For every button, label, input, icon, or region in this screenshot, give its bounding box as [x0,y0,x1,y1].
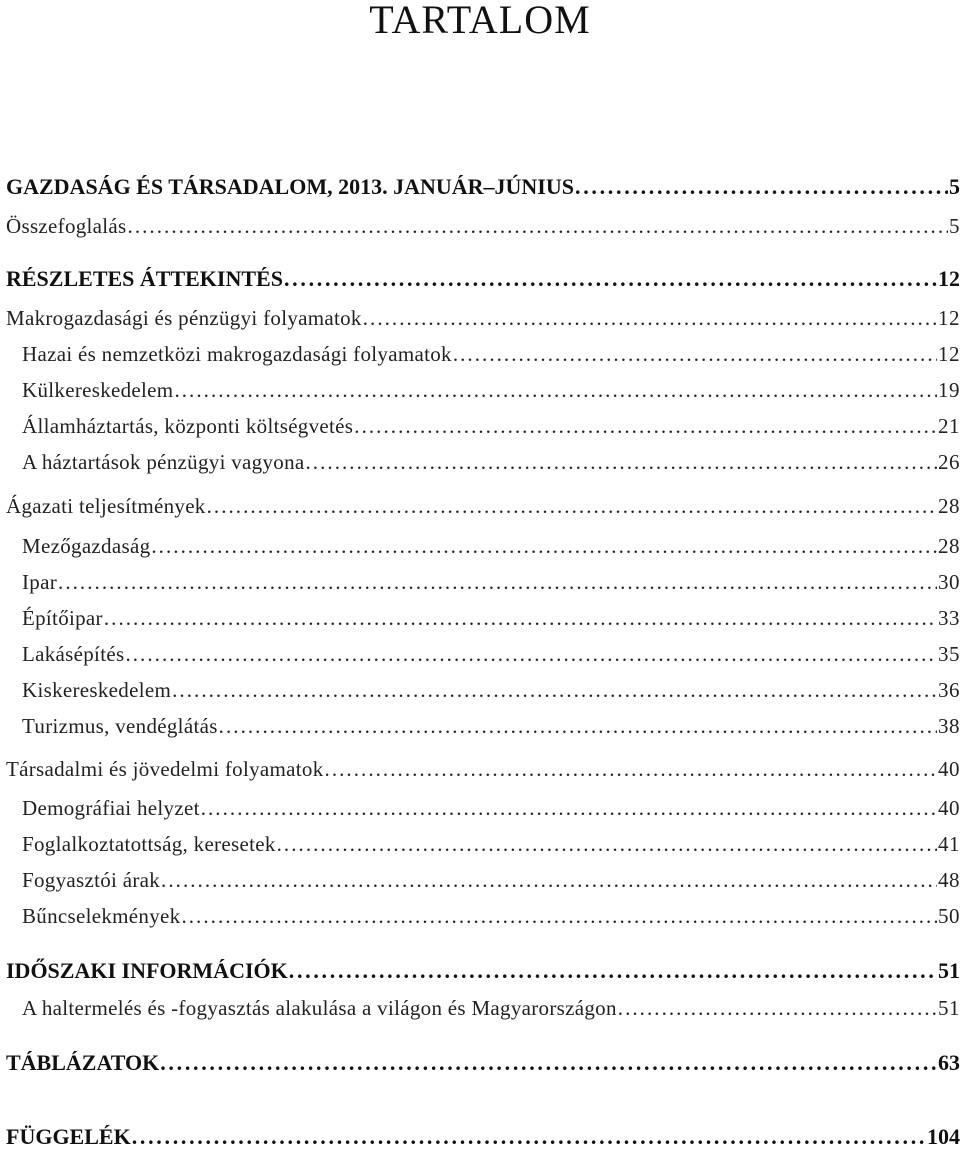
toc-entry-demografiai-helyzet[interactable] [22,796,960,821]
toc-entry-page: 104 [927,1124,960,1149]
toc-entry-label: A haltermelés és -fogyasztás alakulása a világon és Magyarországon [22,996,617,1020]
toc-entry-label: Társadalmi és jövedelmi folyamatok [6,757,324,781]
toc-entry-label: Államháztartás, központi költségvetés [22,414,354,438]
toc-entry-page: 40 [938,757,960,781]
dot-leader [181,904,937,929]
toc-entry-label: TÁBLÁZATOK [6,1050,160,1075]
toc-entry-turizmus-vendeglatas[interactable] [22,714,960,739]
toc-entry-page: 40 [938,796,960,820]
dot-leader [128,214,948,239]
toc-entry-label: Demográfiai helyzet [22,796,200,820]
dot-leader [277,832,937,857]
toc-entry-fogyasztoi-arak[interactable] [22,868,960,893]
toc-entry-page: 12 [938,306,960,330]
toc-entry-label: Bűncselekmények [22,904,181,928]
dot-leader [132,1124,926,1150]
toc-entry-gazdasag-es-tarsadalom[interactable] [6,174,960,200]
dot-leader [207,494,937,519]
toc-entry-page: 26 [938,450,960,474]
toc-entry-page: 12 [938,342,960,366]
dot-leader [161,868,937,893]
toc-entry-page: 63 [938,1050,960,1075]
toc-entry-label: Kiskereskedelem [22,678,172,702]
toc-entry-page: 33 [938,606,960,630]
toc-entry-label: Fogyasztói árak [22,868,161,892]
toc-entry-foglalkoztatottsag[interactable] [22,832,960,857]
dot-leader [201,796,937,821]
toc-entry-page: 51 [938,996,960,1020]
page-title: TARTALOM [369,0,591,42]
toc-entry-label: Külkereskedelem [22,378,174,402]
toc-entry-page: 5 [949,174,960,199]
toc-entry-page: 41 [938,832,960,856]
toc-entry-label: IDŐSZAKI INFORMÁCIÓK [6,958,288,983]
toc-entry-page: 28 [938,494,960,518]
toc-entry-label: A háztartások pénzügyi vagyona [22,450,305,474]
toc-entry-epitoipar[interactable] [22,606,960,631]
dot-leader [453,342,937,367]
dot-leader [575,174,948,200]
toc-entry-fuggelek[interactable] [6,1124,960,1150]
dot-leader [151,534,937,559]
dot-leader [125,642,937,667]
dot-leader [174,378,937,403]
toc-entry-kiskereskedelem[interactable] [22,678,960,703]
toc-entry-label: Ipar [22,570,58,594]
toc-entry-haztartasok-penzugyi-vagyona[interactable] [22,450,960,475]
dot-leader [58,570,937,595]
toc-entry-page: 30 [938,570,960,594]
dot-leader [354,414,937,439]
toc-entry-label: Összefoglalás [6,214,127,238]
dot-leader [289,958,937,984]
toc-entry-page: 50 [938,904,960,928]
toc-entry-page: 12 [938,266,960,291]
toc-entry-page: 21 [938,414,960,438]
toc-entry-page: 35 [938,642,960,666]
toc-entry-label: Turizmus, vendéglátás [22,714,218,738]
dot-leader [172,678,937,703]
dot-leader [363,306,937,331]
toc-entry-hazai-es-nemzetkozi[interactable] [22,342,960,367]
toc-entry-page: 51 [938,958,960,983]
toc-entry-page: 48 [938,868,960,892]
toc-entry-label: FÜGGELÉK [6,1124,131,1149]
toc-entry-label: Lakásépítés [22,642,125,666]
toc-entry-label: Hazai és nemzetközi makrogazdasági folyamatok [22,342,452,366]
toc-entry-reszletes-attekintes[interactable] [6,266,960,292]
dot-leader [160,1050,937,1076]
toc-entry-ipar[interactable] [22,570,960,595]
toc-entry-label: Makrogazdasági és pénzügyi folyamatok [6,306,362,330]
toc-entry-lakasepites[interactable] [22,642,960,667]
toc-entry-label: Ágazati teljesítmények [6,494,206,518]
toc-entry-makrogazdasagi-es-penzugyi-folyamatok[interactable] [6,306,960,331]
toc-entry-page: 38 [938,714,960,738]
toc-entry-kulkereskedelem[interactable] [22,378,960,403]
toc-entry-label: RÉSZLETES ÁTTEKINTÉS [6,266,283,291]
dot-leader [325,757,937,782]
toc-entry-haltermeles[interactable] [22,996,960,1021]
dot-leader [618,996,937,1021]
toc-entry-agazati-teljesitmenyek[interactable] [6,494,960,519]
toc-entry-osszefoglalas[interactable] [6,214,960,239]
toc-entry-page: 28 [938,534,960,558]
toc-entry-buncselekmenyek[interactable] [22,904,960,929]
dot-leader [219,714,937,739]
dot-leader [284,266,937,292]
toc-entry-allamhaztartas[interactable] [22,414,960,439]
toc-entry-page: 19 [938,378,960,402]
toc-entry-idoszaki-informaciok[interactable] [6,958,960,984]
toc-entry-page: 5 [949,214,960,238]
dot-leader [306,450,938,475]
toc-entry-mezogazdasag[interactable] [22,534,960,559]
toc-entry-label: Foglalkoztatottság, keresetek [22,832,276,856]
toc-entry-tarsadalmi-es-jovedelmi[interactable] [6,757,960,782]
toc-entry-label: Mezőgazdaság [22,534,151,558]
toc-entry-label: GAZDASÁG ÉS TÁRSADALOM, 2013. JANUÁR–JÚNIUS [6,174,574,199]
dot-leader [104,606,937,631]
toc-entry-label: Építőipar [22,606,103,630]
toc-entry-tablazatok[interactable] [6,1050,960,1076]
toc-entry-page: 36 [938,678,960,702]
